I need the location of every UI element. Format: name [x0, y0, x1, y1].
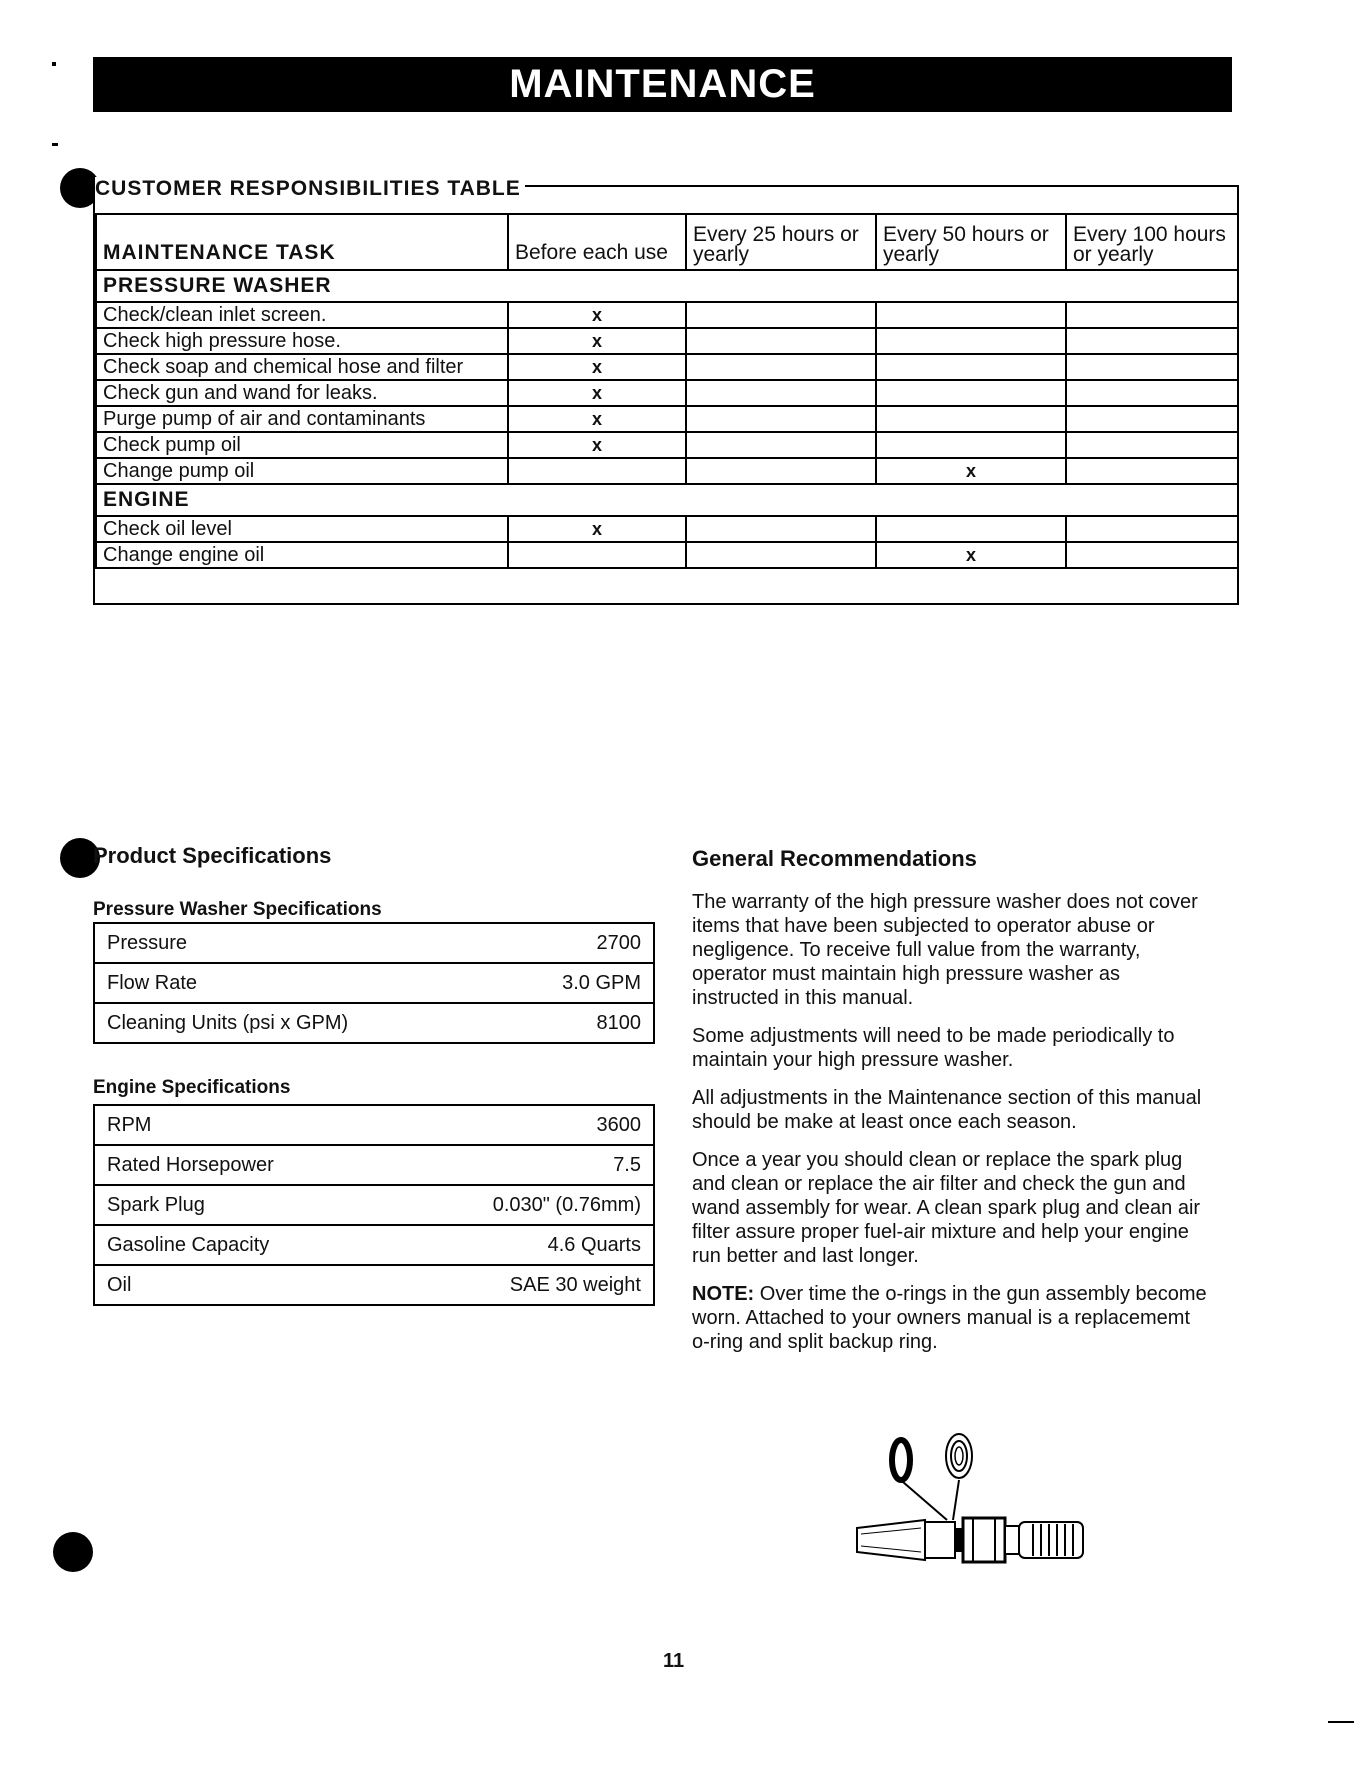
- task-cell: Purge pump of air and contaminants: [96, 406, 508, 432]
- pressure-washer-specs-title: Pressure Washer Specifications: [93, 899, 382, 920]
- task-cell: Check high pressure hose.: [96, 328, 508, 354]
- spec-value: SAE 30 weight: [388, 1265, 654, 1305]
- spec-row: [94, 963, 654, 1003]
- interval-mark-cell: [1066, 458, 1238, 484]
- pressure-washer-specs-table: [93, 922, 655, 1044]
- note-text: Over time the o-rings in the gun assembly become worn. Attached to your owners manual is a replacememt o-ring and split backup ring.: [692, 1283, 1207, 1353]
- table-header-row: [96, 214, 1238, 270]
- interval-mark-cell: [1066, 542, 1238, 568]
- interval-mark-cell: [1066, 432, 1238, 458]
- page-number: 11: [663, 1650, 685, 1672]
- recommendation-paragraph: All adjustments in the Maintenance section of this manual should be make at least once each season.: [692, 1087, 1202, 1133]
- interval-mark-cell: [876, 516, 1066, 542]
- table-row: [96, 328, 1238, 354]
- interval-mark-cell: [686, 432, 876, 458]
- spec-row: [94, 1145, 654, 1185]
- column-header: Every 50 hours or yearly: [876, 214, 1066, 270]
- interval-mark-cell: [1066, 354, 1238, 380]
- section-row: [96, 270, 1238, 302]
- column-header: MAINTENANCE TASK: [96, 214, 508, 270]
- section-title: ENGINE: [96, 484, 1238, 516]
- interval-mark-cell: [876, 354, 1066, 380]
- recommendation-paragraph: The warranty of the high pressure washer does not cover items that have been subjected to operator abuse or negligence. To receive full value from the warranty, operator must maintain high pressure washer as instructed in this manual.: [692, 891, 1198, 1009]
- interval-mark-cell: x: [508, 406, 686, 432]
- page-title: MAINTENANCE: [509, 62, 816, 106]
- spec-value: 3.0 GPM: [497, 963, 654, 1003]
- engine-specs-title: Engine Specifications: [93, 1077, 291, 1098]
- interval-mark-cell: [686, 516, 876, 542]
- spec-label: Oil: [94, 1265, 388, 1305]
- spec-value: 8100: [497, 1003, 654, 1043]
- recommendation-paragraph: Some adjustments will need to be made periodically to maintain your high pressure washer.: [692, 1025, 1175, 1071]
- section-title: PRESSURE WASHER: [96, 270, 1238, 302]
- interval-mark-cell: x: [876, 542, 1066, 568]
- task-grid: [95, 213, 1239, 569]
- spec-value: 3600: [388, 1105, 654, 1145]
- interval-mark-cell: x: [508, 516, 686, 542]
- table-row: [96, 354, 1238, 380]
- spec-label: Spark Plug: [94, 1185, 388, 1225]
- spec-value: 4.6 Quarts: [388, 1225, 654, 1265]
- task-cell: Check/clean inlet screen.: [96, 302, 508, 328]
- interval-mark-cell: [686, 406, 876, 432]
- interval-mark-cell: [1066, 380, 1238, 406]
- interval-mark-cell: [1066, 406, 1238, 432]
- note-paragraph: [692, 1282, 1212, 1354]
- column-header: Every 100 hours or yearly: [1066, 214, 1238, 270]
- table-row: [96, 302, 1238, 328]
- interval-mark-cell: [686, 302, 876, 328]
- spec-value: 7.5: [388, 1145, 654, 1185]
- recommendations-body: [692, 890, 1212, 1368]
- task-cell: Change pump oil: [96, 458, 508, 484]
- spec-row: [94, 1265, 654, 1305]
- punch-hole: [53, 1532, 93, 1572]
- spec-row: [94, 1185, 654, 1225]
- wand-icon: [857, 1518, 1083, 1562]
- interval-mark-cell: x: [508, 380, 686, 406]
- interval-mark-cell: [1066, 328, 1238, 354]
- interval-mark-cell: [686, 542, 876, 568]
- spec-label: Gasoline Capacity: [94, 1225, 388, 1265]
- column-header: Every 25 hours or yearly: [686, 214, 876, 270]
- spec-row: [94, 1003, 654, 1043]
- table-row: [96, 380, 1238, 406]
- recommendation-paragraph: Once a year you should clean or replace the spark plug and clean or replace the air filter and check the gun and wand assembly for wear. A clean spark plug and clean air filter assure proper fuel-air mixture and help your engine run better and last longer.: [692, 1149, 1201, 1267]
- spec-row: [94, 1225, 654, 1265]
- interval-mark-cell: [1066, 302, 1238, 328]
- spec-label: Pressure: [94, 923, 497, 963]
- engine-specs-table: [93, 1104, 655, 1306]
- interval-mark-cell: [686, 328, 876, 354]
- recommendations-title: General Recommendations: [692, 846, 977, 871]
- table-row: [96, 516, 1238, 542]
- spec-label: Rated Horsepower: [94, 1145, 388, 1185]
- responsibilities-table: [93, 177, 1239, 605]
- interval-mark-cell: [686, 354, 876, 380]
- interval-mark-cell: [876, 328, 1066, 354]
- margin-mark: [1328, 1721, 1354, 1723]
- backup-ring-icon: [946, 1434, 972, 1478]
- interval-mark-cell: x: [508, 432, 686, 458]
- interval-mark-cell: [508, 458, 686, 484]
- spec-value: 0.030" (0.76mm): [388, 1185, 654, 1225]
- margin-mark: [52, 143, 58, 146]
- o-ring-icon: [892, 1440, 910, 1480]
- interval-mark-cell: [876, 302, 1066, 328]
- note-label: NOTE:: [692, 1283, 755, 1305]
- gun-assembly-illustration: [855, 1420, 1105, 1580]
- interval-mark-cell: [876, 406, 1066, 432]
- interval-mark-cell: [876, 432, 1066, 458]
- task-cell: Check oil level: [96, 516, 508, 542]
- spec-label: Cleaning Units (psi x GPM): [94, 1003, 497, 1043]
- table-row: [96, 432, 1238, 458]
- table-row: [96, 542, 1238, 568]
- spec-row: [94, 923, 654, 963]
- task-cell: Check gun and wand for leaks.: [96, 380, 508, 406]
- spec-label: RPM: [94, 1105, 388, 1145]
- interval-mark-cell: [508, 542, 686, 568]
- interval-mark-cell: [686, 458, 876, 484]
- task-cell: Change engine oil: [96, 542, 508, 568]
- margin-mark: [52, 62, 56, 66]
- task-cell: Check pump oil: [96, 432, 508, 458]
- table-caption: CUSTOMER RESPONSIBILITIES TABLE: [95, 177, 525, 201]
- column-header: Before each use: [508, 214, 686, 270]
- interval-mark-cell: x: [508, 354, 686, 380]
- spec-value: 2700: [497, 923, 654, 963]
- product-specs-title: Product Specifications: [93, 843, 332, 868]
- task-cell: Check soap and chemical hose and filter: [96, 354, 508, 380]
- section-row: [96, 484, 1238, 516]
- table-row: [96, 406, 1238, 432]
- interval-mark-cell: x: [508, 328, 686, 354]
- interval-mark-cell: [876, 380, 1066, 406]
- page-header: [93, 57, 1232, 112]
- interval-mark-cell: x: [508, 302, 686, 328]
- table-row: [96, 458, 1238, 484]
- spec-label: Flow Rate: [94, 963, 497, 1003]
- interval-mark-cell: x: [876, 458, 1066, 484]
- interval-mark-cell: [686, 380, 876, 406]
- spec-row: [94, 1105, 654, 1145]
- interval-mark-cell: [1066, 516, 1238, 542]
